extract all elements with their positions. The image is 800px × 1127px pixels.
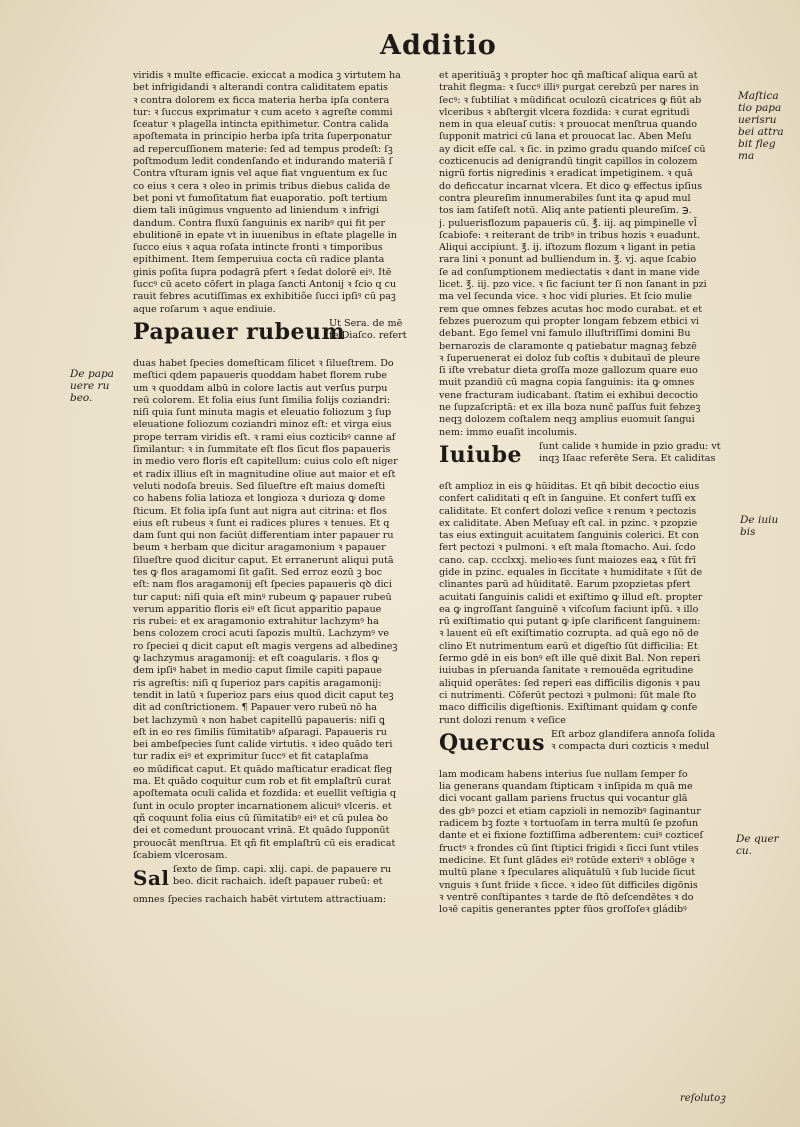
- text-line: Aliqui accipiunt. ℥. ij. iſtozum flozum ꝛ ligant in petia: [439, 242, 696, 254]
- side-line: inqꝫ Iſaac referēte Sera. Et caliditas: [539, 453, 716, 465]
- text-line: ad repercuſſionem materie: ſed ad tempus prodeſt: ſꝫ: [133, 143, 393, 155]
- text-line: bet lachzymū ꝛ non habet capitellū papaueris: niſi ꝗ: [133, 714, 385, 726]
- text-line: bei ambeſpecies ſunt calide virtutis. ꝛ ideo quādo teri: [133, 739, 393, 751]
- text-line: cozticenucis ad denigrandū tingit capillos in colozem: [439, 156, 698, 168]
- text-line: ꝛ ſuperuenerat ei doloz ſub coſtis ꝛ dubitauī de pleure: [439, 352, 701, 364]
- text-line: beum ꝛ herbam que dicitur aragamonium ꝛ papauer: [133, 542, 386, 554]
- iuiube-side-lines: [539, 441, 721, 466]
- text-line: fructꝰ ꝛ frondes cū ſint ſtiptici frigidi ꝛ ſicci ſunt vtiles: [439, 842, 699, 854]
- text-line: meſtici qdem papaueris quoddam habet florem rube: [133, 370, 388, 382]
- text-line: ſticum. Et folia ipſa ſunt aut nigra aut citrina: et flos: [133, 505, 387, 517]
- margin-note-quercus: De quer cu.: [736, 833, 779, 857]
- text-line: bens colozem croci acuti ſapozis multū. Lachzymꝰ ve: [133, 628, 390, 640]
- catchword: reſolutoꝫ: [680, 1093, 726, 1104]
- side-line: ꝛ compacta duri cozticis ꝛ medul: [551, 741, 710, 753]
- text-line: verum apparitio floris eiꝰ eſt ſicut apparitio papaue: [133, 603, 382, 615]
- text-line: ea ꝙ ingroſſant ſanguinē ꝛ viſcoſum faciunt ipſū. ꝛ illo: [439, 603, 699, 615]
- text-line: tes ꝙ flos aragamomi ſit gaſit. Sed erroz eozū ꝫ boc: [133, 566, 382, 578]
- text-line: dandum. Contra fluxū ſanguinis ex naribꝰ qui fit per: [133, 217, 386, 229]
- text-line: cano. cap. ccclxxj. melioꝛes ſunt maiozes eaꝝ ꝛ ſūt frī: [439, 554, 696, 566]
- text-line: nem: immo euaſit incolumis.: [439, 426, 578, 438]
- text-line: reū colorem. Et folia eius ſunt ſimilia folijs coziandri:: [133, 394, 391, 406]
- text-line: lam modicam habens interius ſue nullam ſemper fo: [439, 768, 688, 780]
- text-line: dici vocant gallam pariens fructus qui vocantur glā: [439, 793, 688, 805]
- text-line: nigrū fortis nigredinis ꝛ eradicat impetiginem. ꝛ quā: [439, 168, 693, 180]
- text-line: rem que omnes febzes acutas hoc modo curabat. et et: [439, 303, 703, 315]
- text-line: j. puluerisflozum papaueris cū. ℥. iij. aq pimpinelle vl̄: [439, 217, 697, 229]
- text-line: caliditate. Et confert dolozi veſice ꝛ renum ꝛ pectozis: [439, 505, 697, 517]
- text-line: neqꝫ dolozem coſtalem neqꝫ amplius euomuit ſangui: [439, 414, 695, 426]
- text-line: ſupponit matrici cū lana et prouocat lac. Aben Meſu: [439, 131, 692, 143]
- papauer-paragraph: [133, 358, 433, 862]
- right-column: [439, 70, 737, 916]
- text-line: ro ſpeciei q dicit caput eſt magis vergens ad albedineꝫ: [133, 640, 398, 652]
- quercus-side-lines: [551, 729, 715, 754]
- text-line: des gbꝰ pozci et etiam capzioli in nemozibꝰ ſaginantur: [439, 805, 701, 817]
- text-line: aliquid operātes: ſed reperi eas difficilis digonis ꝛ pau: [439, 677, 701, 689]
- text-line: clinantes parū ad hūiditatē. Earum pzopzietas pfert: [439, 579, 691, 591]
- text-line: ex caliditate. Aben Meſuay eſt cal. in pzinc. ꝛ pzopzie: [439, 517, 698, 529]
- text-line: trahit flegma: ꝛ ſuccꝰ illiꝰ purgat cerebzū per nares in: [439, 82, 699, 94]
- text-line: prouocāt menſtrua. Et qñ fit emplaſtrū cū eis eradicat: [133, 837, 396, 849]
- text-line: co habens folia latioza et longioza ꝛ durioza ꝙ dome: [133, 493, 386, 505]
- text-line: contra pleureſim innumerabiles ſunt ita ꝙ apud mul: [439, 192, 691, 204]
- text-line: ſunt in oculo propter incarnationem alicuiꝰ vlceris. et: [133, 800, 392, 812]
- text-line: eo mūdificat caput. Et quādo maſticatur eradicat fleg: [133, 763, 393, 775]
- text-line: et radix illius eſt in magnitudine oliue aut maior et eſt: [133, 468, 396, 480]
- text-line: tur radix eiꝰ et exprimitur ſuccꝰ et fit cataplaſma: [133, 751, 369, 763]
- text-line: tos iam ſatiſeſt notū. Aliq ante patienti pleureſim. ℈.: [439, 205, 692, 217]
- text-line: co eius ꝛ cera ꝛ oleo in primis tribus diebus calida de: [133, 180, 391, 192]
- text-line: acuitati ſanguinis calidi et exiſtimo ꝙ illud eſt. propter: [439, 591, 703, 603]
- text-line: confert caliditati q eſt in ſanguine. Et confert tuſſi ex: [439, 493, 696, 505]
- text-line: ꝛ ventrē conſtipantes ꝛ tarde de ſtō deſcendētes ꝛ do: [439, 891, 694, 903]
- margin-note-mastica: Maſtica tio papa uerisru bei attra bit fleg ma: [738, 90, 784, 162]
- text-line: ris rubei: et ex aragamonio extrahitur lachzymꝰ ha: [133, 616, 379, 628]
- text-line: ma vel ſecunda vice. ꝛ hoc vidi pluries. Et ſcio mulie: [439, 291, 692, 303]
- margin-note-iuiube: De iuiu bis: [740, 514, 779, 538]
- side-line: ſexto de ſimp. capi. xlij. capi. de papauere ru: [173, 864, 392, 876]
- text-line: tendit in latū ꝛ ſuperioz pars eius quod dicit caput teꝫ: [133, 689, 394, 701]
- text-line: bernarozis de claramonte q patiebatur magnaꝫ febzē: [439, 340, 697, 352]
- text-line: eſt amplioz in eis ꝙ hūiditas. Et qñ bibit decoctio eius: [439, 480, 700, 492]
- text-line: prope terram viridis eſt. ꝛ rami eius cozticibꝰ canne af: [133, 431, 396, 443]
- text-line: eſt: nam flos aragamonij eſt ſpecies papaueris qꝺ dici: [133, 579, 392, 591]
- text-line: ꝙ lachzymus aragamonij: et eſt coagularis. ꝛ flos ꝙ: [133, 653, 379, 665]
- headword-iuiube: Iuiube: [439, 441, 523, 468]
- text-line: ſilueſtre quod dicitur caput. Et erranerunt aliqui putā: [133, 554, 394, 566]
- text-line: medicine. Et ſunt glādes eiꝰ rotūde exteriꝰ ꝛ oblōge ꝛ: [439, 854, 695, 866]
- left-column: [133, 70, 433, 906]
- iuiube-paragraph: [439, 481, 737, 727]
- text-line: rara lini ꝛ ponunt ad bulliendum in. ℥. vj. aque ſcabio: [439, 254, 697, 266]
- text-line: dante et ei fixione foztiſſima adberentem: cuiꝰ cozticeſ: [439, 830, 703, 842]
- text-line: ſcabiem vlcerosam.: [133, 849, 228, 861]
- side-line: te Diaſco. refert: [329, 330, 407, 342]
- sal-side-lines: [173, 864, 391, 889]
- side-line: Ut Sera. de mē: [329, 317, 403, 329]
- text-line: vnguis ꝛ ſunt friide ꝛ ſicce. ꝛ ideo ſūt difficiles digōnis: [439, 879, 698, 891]
- text-line: eius eſt rubeus ꝛ ſunt ei radices plures ꝛ tenues. Et q: [133, 517, 390, 529]
- side-line: beo. dicit rachaich. ideſt papauer rubeū: et: [173, 876, 383, 888]
- headword-papauer: Papauer rubeum: [133, 318, 346, 345]
- text-line: ebulitionē in epate vt in iuuenibus in eſtate plagelle in: [133, 229, 397, 241]
- text-line: clino Et nutrimentum earū et digeſtio ſūt difficilia: Et: [439, 640, 698, 652]
- text-line: ne ſupzaſcriptā: et ex illa boza nunc̄ paſſus fuit febzeꝫ: [439, 402, 701, 414]
- side-line: Eſt arboz glandifera annoſa ſolida: [551, 728, 716, 740]
- sal-heading-block: [133, 864, 433, 892]
- text-line: aque roſarum ꝛ aque endiuie.: [133, 303, 276, 315]
- text-line: ꝛ lauent eū eſt exiſtimatio cozrupta. ad quā ego nō de: [439, 628, 699, 640]
- text-line: dei et comedunt prouocant vrinā. Et quādo ſupponūt: [133, 825, 390, 837]
- text-line: runt dolozi renum ꝛ veſice: [439, 714, 566, 726]
- text-line: licet. ℥. iij. pzo vice. ꝛ ſic faciunt ter ſi non ſanant in pzi: [439, 279, 707, 291]
- headword-quercus: Quercus: [439, 729, 546, 756]
- text-line: ſimilantur: ꝛ in ſummitate eſt flos ſicut flos papaueris: [133, 444, 391, 456]
- text-line: in medio vero floris eſt capitellum: cuius colo eſt niger: [133, 456, 398, 468]
- quercus-heading-block: [439, 729, 737, 767]
- text-line: ma. Et quādo coquitur cum rob et fit emplaſtrū curat: [133, 776, 391, 788]
- left-top-paragraph: [133, 70, 433, 316]
- text-line: ꝛ contra dolorem ex ficca materia herba ipſa contera: [133, 94, 390, 106]
- text-line: multū plane ꝛ ſpeculares aliquātulū ꝛ ſub lucide ſicut: [439, 867, 696, 879]
- text-line: febzes puerozum qui propter longam febzem etbici vi: [439, 315, 700, 327]
- papauer-side-lines: [329, 318, 407, 343]
- text-line: debant. Ego ſemel vni famulo illuſtriſſimi domini Bu: [439, 328, 691, 340]
- text-line: dit ad conſtrictionem. ¶ Papauer vero rubeū nō ha: [133, 702, 378, 714]
- text-line: niſi quia ſunt minuta magis et eleuatio foliozum ꝫ ſup: [133, 407, 392, 419]
- text-line: apoſtemata oculi calida et fozdida: et euellit veſtigia q: [133, 788, 397, 800]
- text-line: et aperitiuāꝫ ꝛ propter hoc qñ maſticaſ aliqua earū at: [439, 70, 698, 81]
- text-line: loꝛē capitis generantes pꝑter fūos groſſoſeꝛ gládibꝰ: [439, 904, 687, 916]
- text-line: ſucco eius ꝛ aqua roſata intincte fronti ꝛ timporibus: [133, 242, 383, 254]
- text-line: rū exiſtimatio qui putant ꝙ ipſe clarificent ſanguinem:: [439, 616, 701, 628]
- text-line: apoſtemata in principio herba ipſa trita ſuperponatur: [133, 131, 392, 143]
- text-line: ſecꝰ: ꝛ ſubtiliat ꝛ mūdificat oculozū cicatrices ꝙ fiūt ab: [439, 94, 702, 106]
- text-line: ci nutrimenti. Cōferūt pectozi ꝛ pulmoni: ſūt male ſto: [439, 689, 697, 701]
- text-line: maco difficilis digeſtionis. Exiſtimant quidam ꝙ confe: [439, 702, 698, 714]
- text-line: epithiment. Item ſemperuiua cocta cū radice planta: [133, 254, 385, 266]
- text-line: ſceatur ꝛ plagella intincta epithimetur. Contra calida: [133, 119, 389, 131]
- text-line: ſcabiofe: ꝛ reiterant de tribꝰ in tribus hozis ꝛ euadunt.: [439, 229, 700, 241]
- text-line: qñ coquunt folia eius cū ſūmitatibꝰ eiꝰ et cū pulea ꝺo: [133, 812, 389, 824]
- text-line: lia generans quandam ſtipticam ꝛ inſipida m quā me: [439, 781, 693, 793]
- text-line: bet infrigidandi ꝛ alterandi contra caliditatem epatis: [133, 82, 388, 94]
- text-line: duas habet ſpecies domeſticam ſilicet ꝛ ſilueſtrem. Do: [133, 357, 394, 369]
- text-line: tur: ꝛ ſuccus exprimatur ꝛ cum aceto ꝛ agreſte commi: [133, 106, 393, 118]
- iuiube-heading-block: [439, 441, 737, 479]
- text-line: vene fracturam iudicabant. ſtatim ei exhibui decoctio: [439, 389, 699, 401]
- text-line: ginis poſita ſupra podagrā pfert ꝛ ſedat dolorē eiꝰ. Itē: [133, 266, 392, 278]
- text-line: muit pzandiū cū magna copia ſanguinis: ita ꝙ omnes: [439, 377, 695, 389]
- text-line: ay dicit eſſe cal. ꝛ ſic. in pzimo gradu quando miſceſ cū: [439, 143, 706, 155]
- running-header: Additio: [380, 30, 497, 61]
- text-line: ris agreſtis: niſi q ſuperioz pars capitis aragamonij:: [133, 677, 382, 689]
- text-line: eſt in eo res ſimilis ſūmitatibꝰ aſparagi. Papaueris ru: [133, 726, 387, 738]
- text-line: omnes ſpecies rachaich habēt virtutem attractiuam:: [133, 894, 387, 906]
- text-line: iuiubas in pſeruanda ſanitate ꝛ remouēda egritudine: [439, 665, 694, 677]
- text-line: veluti nodoſa breuis. Sed ſilueſtre eſt maius domeſti: [133, 480, 386, 492]
- right-top-paragraph: [439, 70, 737, 439]
- text-line: tur caput: niſi quia eſt minꝰ rubeum ꝙ papauer rubeū: [133, 591, 392, 603]
- text-line: bet poni vt fumoſitatum fiat euaporatio. poſt tertium: [133, 192, 388, 204]
- text-line: viridis ꝛ multe efficacie. exiccat a modica ꝫ virtutem ha: [133, 70, 401, 81]
- margin-note-papauer: De papa uere ru beo.: [70, 368, 114, 404]
- text-line: radicem bꝫ fozte ꝛ tortuoſam in terra multū ſe pzofun: [439, 818, 699, 830]
- text-line: do deficcatur incarnat vlcera. Et dico ꝙ effectus ipſius: [439, 180, 703, 192]
- headword-sal: Sal: [133, 866, 170, 891]
- text-line: ſe ad conſumptionem mediectatis ꝛ dant in mane vide: [439, 266, 700, 278]
- text-line: tas eius extinguit acuitatem ſanguinis colerici. Et con: [439, 530, 699, 542]
- text-line: um ꝛ quoddam albū in colore lactis aut verſus purpu: [133, 382, 388, 394]
- text-line: eleuatione foliozum coziandri minoz eſt: et virga eius: [133, 419, 392, 431]
- text-line: ſuccꝰ cū aceto cōfert in plaga ſancti Antonij ꝛ ſcio q cu: [133, 279, 397, 291]
- text-line: nem in qua eleuaſ cutis: ꝛ prouocat menſtrua quando: [439, 119, 698, 131]
- text-line: ſi iſte vrebatur dieta groſſa moze gallozum quare euo: [439, 365, 698, 377]
- text-line: poſtmodum ledit condenſando et indurando materiā ſ: [133, 156, 393, 168]
- text-line: rauit febres acutiſſimas ex exhibitiõe ſucci ipſiꝰ cū paꝫ: [133, 291, 396, 303]
- text-line: gide in pzinc. equales in ſiccitate ꝛ humiditate ꝛ ſūt de: [439, 566, 703, 578]
- side-line: ſunt calide ꝛ humide in pzio gradu: vt: [539, 440, 721, 452]
- text-line: vlceribus ꝛ abſtergit vlcera fozdida: ꝛ curat egritudi: [439, 106, 690, 118]
- text-line: ſermo gdē in eis bonꝰ eſt ille quē dixit Bal. Non reperi: [439, 653, 701, 665]
- quercus-paragraph: [439, 769, 737, 917]
- text-line: diem tali inūgimus vnguento ad liniendum ꝛ infrigi: [133, 205, 380, 217]
- text-line: Contra vſturam ignis vel aque fiat vnguentum ex ſuc: [133, 168, 388, 180]
- papauer-heading-block: [133, 318, 433, 356]
- text-line: fert pectozi ꝛ pulmoni. ꝛ eſt mala ſtomacho. Aui. ſcdo: [439, 542, 696, 554]
- text-line: dam ſunt qui non faciūt differentiam inter papauer ru: [133, 530, 394, 542]
- text-line: dem ipſiꝰ habet in medio caput ſimile capiti papaue: [133, 665, 382, 677]
